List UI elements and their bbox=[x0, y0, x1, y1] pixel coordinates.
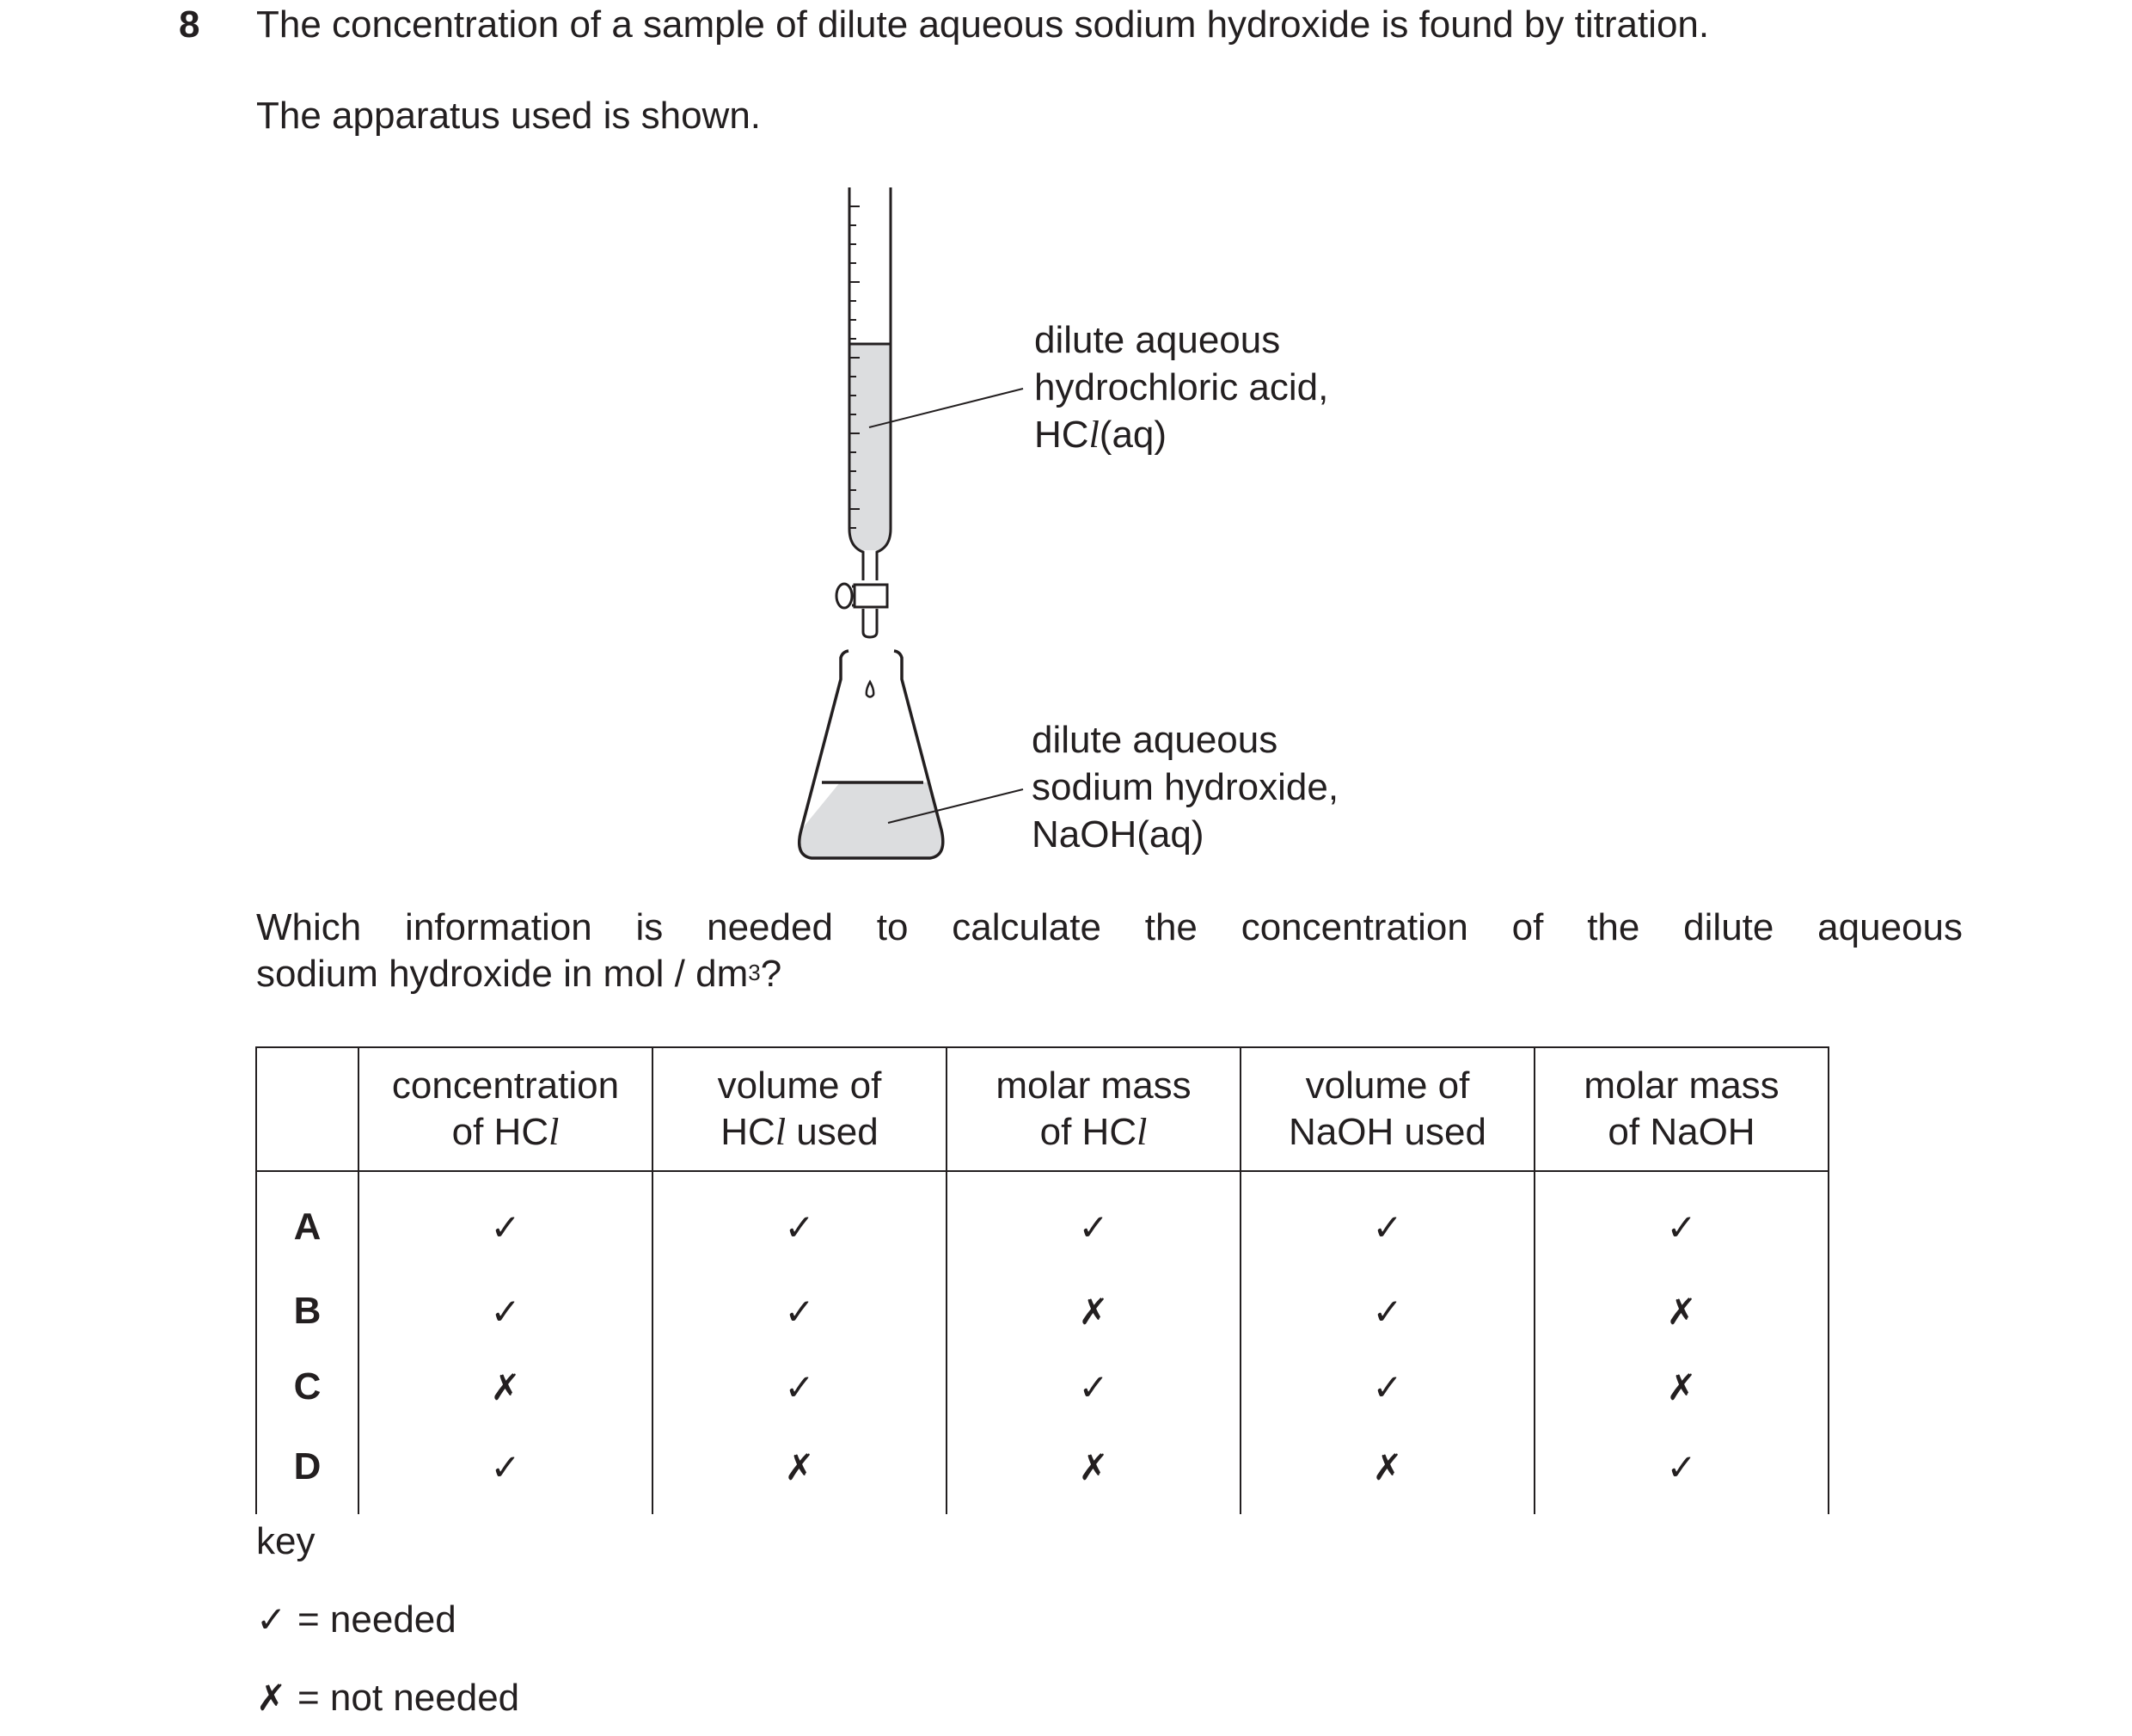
acid-label-line-2: hydrochloric acid, bbox=[1034, 366, 1329, 408]
option-letter: C bbox=[256, 1349, 358, 1425]
key-needed bbox=[256, 1598, 456, 1641]
header-molar-mass-naoh: molar mass of NaOH bbox=[1535, 1047, 1829, 1171]
mark-cell: ✓ bbox=[1535, 1425, 1829, 1514]
mark-cell: ✓ bbox=[652, 1349, 947, 1425]
option-letter: D bbox=[256, 1425, 358, 1514]
table-corner-cell bbox=[256, 1047, 358, 1171]
mark-cell: ✓ bbox=[652, 1273, 947, 1349]
burette-acid-fill bbox=[850, 344, 890, 550]
key-title: key bbox=[256, 1520, 316, 1562]
acid-label-line-1: dilute aqueous bbox=[1034, 319, 1281, 361]
option-letter: A bbox=[256, 1171, 358, 1273]
mark-cell: ✗ bbox=[1535, 1273, 1829, 1349]
header-volume-naoh: volume of NaOH used bbox=[1241, 1047, 1535, 1171]
apparatus-intro: The apparatus used is shown. bbox=[256, 95, 762, 137]
option-letter: B bbox=[256, 1273, 358, 1349]
question-stem: The concentration of a sample of dilute aqueous sodium hydroxide is found by titration. bbox=[256, 3, 1710, 46]
mark-cell: ✓ bbox=[358, 1171, 652, 1273]
prompt-line-1: Which information is needed to calculate the concentration of the dilute aqueous bbox=[256, 906, 1963, 948]
mark-cell: ✓ bbox=[358, 1273, 652, 1349]
burette bbox=[836, 187, 891, 637]
mark-cell: ✗ bbox=[652, 1425, 947, 1514]
falling-drop bbox=[867, 682, 873, 697]
mark-cell: ✓ bbox=[947, 1171, 1241, 1273]
table-row bbox=[256, 1273, 1829, 1349]
header-molar-mass-hcl: molar mass of HCl bbox=[947, 1047, 1241, 1171]
question-number: 8 bbox=[179, 3, 200, 46]
table-row bbox=[256, 1171, 1829, 1273]
cross-mark-icon: ✗ bbox=[256, 1677, 287, 1719]
mark-cell: ✗ bbox=[1535, 1349, 1829, 1425]
mark-cell: ✗ bbox=[947, 1425, 1241, 1514]
flask-base-fill bbox=[800, 782, 943, 858]
header-volume-hcl: volume of HCl used bbox=[652, 1047, 947, 1171]
base-label-line-2: sodium hydroxide, bbox=[1032, 766, 1339, 808]
superscript-3: 3 bbox=[748, 960, 761, 985]
mark-cell: ✓ bbox=[652, 1171, 947, 1273]
table-row bbox=[256, 1349, 1829, 1425]
base-formula: NaOH(aq) bbox=[1032, 813, 1204, 856]
base-label bbox=[1032, 716, 1339, 858]
mark-cell: ✗ bbox=[358, 1349, 652, 1425]
label-leader-lines bbox=[869, 389, 1023, 823]
mark-cell: ✗ bbox=[947, 1273, 1241, 1349]
mark-cell: ✓ bbox=[1241, 1171, 1535, 1273]
table-row bbox=[256, 1425, 1829, 1514]
acid-label bbox=[1034, 316, 1328, 458]
answer-options-table bbox=[255, 1046, 1829, 1514]
mark-cell: ✓ bbox=[1535, 1171, 1829, 1273]
mark-cell: ✗ bbox=[1241, 1425, 1535, 1514]
key-not-needed-text: = not needed bbox=[297, 1677, 520, 1719]
check-mark-icon: ✓ bbox=[256, 1598, 287, 1641]
mark-cell: ✓ bbox=[1241, 1349, 1535, 1425]
mark-cell: ✓ bbox=[947, 1349, 1241, 1425]
mark-cell: ✓ bbox=[358, 1425, 652, 1514]
mark-cell: ✓ bbox=[1241, 1273, 1535, 1349]
base-label-line-1: dilute aqueous bbox=[1032, 719, 1278, 761]
burette-tap bbox=[836, 584, 887, 637]
key-not-needed bbox=[256, 1677, 519, 1720]
question-prompt bbox=[256, 905, 1963, 997]
header-concentration-hcl: concentration of HCl bbox=[358, 1047, 652, 1171]
acid-formula: HCl(aq) bbox=[1034, 414, 1167, 456]
key-needed-text: = needed bbox=[297, 1598, 456, 1641]
prompt-line-2: sodium hydroxide in mol / $dm^3$? bbox=[256, 953, 782, 995]
